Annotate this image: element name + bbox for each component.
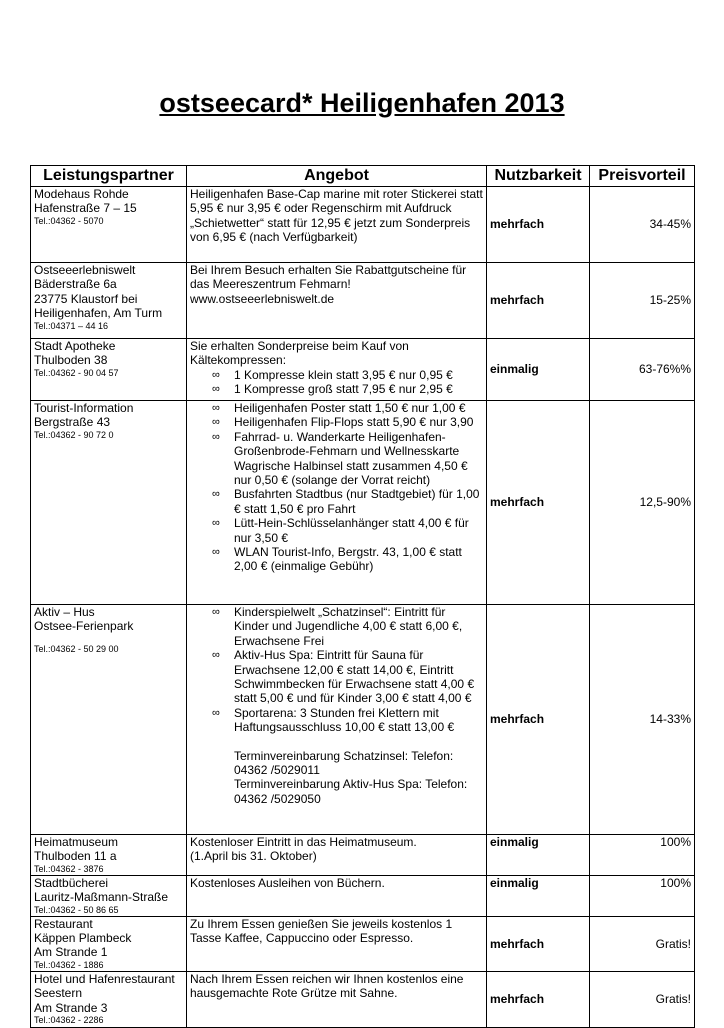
offer-item-text: WLAN Tourist-Info, Bergstr. 43, 1,00 € statt 2,00 € (einmalige Gebühr) [234,545,462,574]
offer-cell [187,401,487,605]
usage-cell: mehrfach [487,971,590,1027]
offer-cell [187,875,487,916]
partner-address-line: Ostsee-Ferienpark [34,619,134,634]
partner-name: Stadt Apotheke [34,339,116,353]
table-row [31,875,695,916]
benefit-cell: 63-76%% [590,339,695,401]
benefit-cell: 34-45% [590,187,695,263]
column-header-partner: Leistungspartner [31,166,187,187]
partner-phone: Tel.:04362 - 90 04 57 [34,367,119,378]
benefit-cell: 100% [590,835,695,876]
offer-list-item [190,430,483,488]
infinity-bullet-icon: ∞ [212,706,220,719]
infinity-bullet-icon: ∞ [212,488,220,501]
offer-item-text: Lütt-Hein-Schlüsselanhänger statt 4,00 € für nur 3,50 € [234,516,469,545]
offer-item-text: Fahrrad- u. Wanderkarte Heiligenhafen-Großenbrode-Fehmarn und Wellnesskarte Wagrische Halbinsel statt zusammen 4,50 € nur 0,50 € (solange der Vorrat reicht) [234,429,468,488]
partner-cell [31,339,187,401]
offer-item-text: Busfahrten Stadtbus (nur Stadtgebiet) für 1,00 € statt 1,50 € pro Fahrt [234,487,480,516]
offer-list-item [190,415,483,429]
partner-address-line: Bergstraße 43 [34,415,111,430]
offer-text: Nach Ihrem Essen reichen wir Ihnen kostenlos eine hausgemachte Rote Grütze mit Sahne. [190,971,464,1001]
partner-cell [31,835,187,876]
offer-item-text: Heiligenhafen Flip-Flops statt 5,90 € nur 3,90 [234,415,474,430]
offer-list-item [190,516,483,545]
offer-cell [187,339,487,401]
partner-cell [31,916,187,971]
partner-address-line: 23775 Klaustorf bei Heiligenhafen, Am Turm [34,291,163,321]
appointment-note: Terminvereinbarung Aktiv-Hus Spa: Telefon: 04362 /5029050 [234,777,468,806]
partner-cell [31,263,187,339]
offer-list-item [190,382,483,396]
infinity-bullet-icon: ∞ [212,402,220,414]
offer-item-text: 1 Kompresse klein statt 3,95 € nur 0,95 € [234,367,453,382]
usage-cell: einmalig [487,835,590,876]
offer-list-item [190,487,483,516]
partner-cell [31,875,187,916]
partner-address-line: Am Strande 1 [34,945,108,960]
partner-cell [31,187,187,263]
offer-list [190,605,483,735]
partner-address-line: Seestern [34,986,83,1001]
offer-text: Kostenloser Eintritt in das Heimatmuseum. [190,835,417,849]
offer-list-item [190,605,483,648]
benefit-cell: 14-33% [590,605,695,835]
partner-phone: Tel.:04362 - 50 86 65 [34,904,119,915]
partner-phone: Tel.:04362 - 90 72 0 [34,429,114,440]
partner-phone: Tel.:04362 - 3876 [34,863,104,874]
infinity-bullet-icon: ∞ [212,383,220,396]
infinity-bullet-icon: ∞ [212,546,220,559]
offer-text: Sie erhalten Sonderpreise beim Kauf von Kältekompressen: [190,339,409,368]
partner-cell [31,605,187,835]
infinity-bullet-icon: ∞ [212,368,220,381]
usage-cell: einmalig [487,875,590,916]
partner-address-line: Am Strande 3 [34,1000,108,1015]
offer-cell [187,187,487,263]
partner-phone: Tel.:04362 - 1886 [34,959,104,970]
offer-item-text: 1 Kompresse groß statt 7,95 € nur 2,95 € [234,382,453,397]
table-row [31,605,695,835]
column-header-usage: Nutzbarkeit [487,166,590,187]
partner-name: Heimatmuseum [34,835,119,849]
offer-item-text: Aktiv-Hus Spa: Eintritt für Sauna für Erwachsene 12,00 € statt 14,00 €, Eintritt Schwimmbecken für Erwachsene statt 4,00 € statt 5,00 € und für Kinder 3,00 € statt 4,00 € [234,648,475,706]
partner-phone: Tel.:04371 – 44 16 [34,320,109,331]
partner-phone: Tel.:04362 - 2286 [34,1015,104,1026]
table-row [31,401,695,605]
offer-item-text: Heiligenhafen Poster statt 1,50 € nur 1,00 € [234,401,466,415]
partner-phone: Tel.:04362 - 5070 [34,215,104,226]
offer-list-item [190,368,483,382]
infinity-bullet-icon: ∞ [212,517,220,530]
table-row [31,971,695,1027]
benefit-cell: 15-25% [590,263,695,339]
table-row [31,916,695,971]
column-header-benefit: Preisvorteil [590,166,695,187]
partner-name: Hotel und Hafenrestaurant [34,971,175,986]
partner-name: Modehaus Rohde [34,187,129,201]
offer-text: (1.April bis 31. Oktober) [190,849,317,864]
offer-list [190,368,483,397]
offer-cell [187,835,487,876]
table-header-row [31,166,695,187]
partner-address-line: Thulboden 11 a [34,849,117,864]
offer-item-text: Sportarena: 3 Stunden frei Klettern mit Haftungsausschluss 10,00 € statt 13,00 € [234,705,455,735]
benefit-cell: 12,5-90% [590,401,695,605]
usage-cell: mehrfach [487,187,590,263]
partner-address-line: Käppen Plambeck [34,931,132,946]
offer-text: Zu Ihrem Essen genießen Sie jeweils kostenlos 1 Tasse Kaffee, Cappuccino oder Espresso. [190,916,453,946]
offer-cell [187,263,487,339]
usage-cell: mehrfach [487,263,590,339]
offer-list-item [190,706,483,735]
offer-list-item [190,401,483,415]
partner-address-line: Bäderstraße 6a [34,277,117,292]
partner-phone: Tel.:04362 - 50 29 00 [34,643,119,654]
partner-name: Restaurant [34,916,93,931]
offer-cell [187,916,487,971]
column-header-offer: Angebot [187,166,487,187]
partner-address-line: Hafenstraße 7 – 15 [34,201,137,216]
offer-text: Kostenloses Ausleihen von Büchern. [190,875,385,890]
page-title: ostseecard* Heiligenhafen 2013 [159,88,565,118]
offer-list-item [190,648,483,706]
offer-text: www.ostseeerlebniswelt.de [190,291,335,306]
partner-cell [31,971,187,1027]
usage-cell: mehrfach [487,605,590,835]
table-row [31,339,695,401]
benefit-cell: Gratis! [590,916,695,971]
usage-cell: einmalig [487,339,590,401]
partner-address-line: Thulboden 38 [34,353,108,368]
infinity-bullet-icon: ∞ [212,649,220,662]
usage-cell: mehrfach [487,401,590,605]
offer-list [190,401,483,574]
offer-list-item [190,545,483,574]
partner-name: Ostseeerlebniswelt [34,263,136,277]
partner-cell [31,401,187,605]
partner-name: Tourist-Information [34,401,134,415]
offer-item-text: Kinderspielwelt „Schatzinsel“: Eintritt für Kinder und Jugendliche 4,00 € statt 6,00 €, Erwachsene Frei [234,605,463,648]
appointment-note: Terminvereinbarung Schatzinsel: Telefon: 04362 /5029011 [234,748,454,778]
benefits-table [30,165,695,1028]
partner-address-line: Lauritz-Maßmann-Straße [34,890,169,905]
offer-text: Bei Ihrem Besuch erhalten Sie Rabattgutscheine für das Meereszentrum Fehmarn! [190,263,467,292]
partner-name: Aktiv – Hus [34,605,95,619]
offer-cell [187,605,487,835]
infinity-bullet-icon: ∞ [212,606,220,618]
offer-text: Heiligenhafen Base-Cap marine mit roter Stickerei statt 5,95 € nur 3,95 € oder Regenschirm mit Aufdruck „Schietwetter“ statt für 12,95 € jetzt zum Sonderpreis von 6,95 € (nach Verfügbarkeit) [190,187,483,245]
usage-cell: mehrfach [487,916,590,971]
infinity-bullet-icon: ∞ [212,430,220,443]
infinity-bullet-icon: ∞ [212,416,220,429]
table-row [31,835,695,876]
table-row [31,187,695,263]
table-row [31,263,695,339]
benefit-cell: 100% [590,875,695,916]
partner-name: Stadtbücherei [34,875,109,890]
benefit-cell: Gratis! [590,971,695,1027]
offer-cell [187,971,487,1027]
